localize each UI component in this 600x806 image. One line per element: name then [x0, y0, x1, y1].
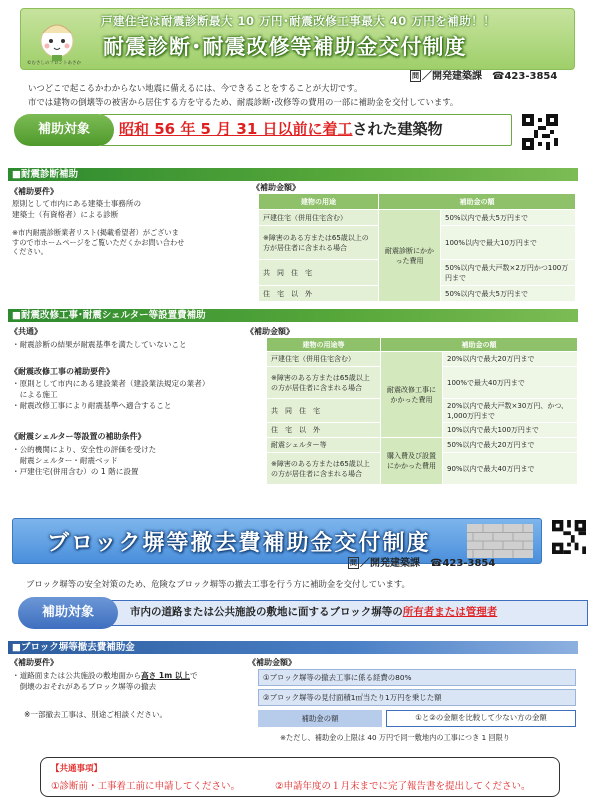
retrofit-table	[266, 337, 578, 485]
sec2-shelter-line: 耐震シェルター・耐震ベッド	[12, 456, 118, 465]
table-cell-use: 耐震シェルター等	[267, 438, 381, 453]
sec2-work-line: による施工	[12, 390, 58, 399]
sec1-req-text	[12, 198, 141, 220]
sec2-shelter-text	[12, 444, 156, 477]
contact-box: 問	[350, 559, 357, 567]
table-cell-amount: 20%以内で最大20万円まで	[443, 352, 578, 367]
sec3-req-line-a: ・道路面または公共施設の敷地面から	[12, 671, 142, 680]
block-footnote: ※ただし、補助金の上限は 40 万円で同一敷地内の工事につき 1 回限り	[280, 733, 510, 742]
banner-title: 耐震診断･耐震改修等補助金交付制度	[103, 35, 467, 59]
sec2-amt-head: 《補助金額》	[246, 327, 294, 336]
notice-head: 【共通事項】	[51, 764, 103, 774]
table-cell-use: 戸建住宅（併用住宅含む）	[267, 352, 381, 367]
table-cell-amount: 50%以内で最大戸数×2万円かつ100万円まで	[441, 260, 576, 286]
banner-subtitle: 戸建住宅は耐震診断最大 10 万円･耐震改修工事最大 40 万円を補助！！	[101, 14, 496, 28]
sec2-shelter-line: ・公的機関により、安全性の評価を受けた	[12, 445, 157, 454]
table-cell-amount: 10%以内で最大100万円まで	[443, 423, 578, 438]
notice-item-1: ①診断前・工事着工前に申請してください。	[51, 781, 241, 792]
sec2-shelter-head: 《耐震シェルター等設置の補助条件》	[10, 432, 146, 441]
table-cell-use: 住 宅 以 外	[259, 286, 379, 302]
sec1-note	[12, 228, 184, 257]
sec1-req-line: 原則として市内にある建築士事務所の	[12, 199, 142, 208]
common-notice	[40, 757, 560, 797]
earthquake-banner	[20, 8, 575, 70]
sec1-req-line: 建築士（有資格者）による診断	[12, 210, 119, 219]
table-cell-amount: 50%以内で最大5万円まで	[441, 210, 576, 226]
table-header: 補助金の額	[379, 194, 576, 210]
sec3-req-line-c: で	[189, 671, 198, 680]
table-header: 建物の用途	[259, 194, 379, 210]
sec1-amt-head: 《補助金額》	[252, 183, 300, 192]
sec3-req-line	[12, 670, 198, 681]
table-cell-use: ※障害のある方または65歳以上の方が居住者に含まれる場合	[267, 367, 381, 399]
sec3-req-height: 高さ 1m 以上	[141, 671, 190, 680]
table-cell-use: 住 宅 以 外	[267, 423, 381, 438]
sec1-note-line: すので市ホームページをご覧いただくかお問い合わせ	[12, 237, 185, 247]
contact-info-2	[348, 554, 495, 569]
contact-box: 問	[412, 72, 419, 80]
table-cell-amount: 100%で最大40万円まで	[443, 367, 578, 399]
intro-line-1: いつどこで起こるかわからない地震に備えるには、今できることをすることが大切です。	[28, 83, 363, 93]
qr-code-icon[interactable]	[522, 114, 558, 150]
target2-owner: 所有者または管理者	[402, 606, 498, 618]
table-cell-use: 共 同 住 宅	[259, 260, 379, 286]
section-block-bar: ■ブロック塀等撤去費補助金	[8, 641, 578, 654]
contact-tel: ☎423-3854	[430, 558, 496, 569]
target-box-2	[108, 600, 588, 626]
section-retrofit-bar: ■耐震改修工事･耐震シェルター等設置費補助	[8, 309, 578, 322]
target-rest: された建築物	[352, 120, 443, 138]
block-box: ①と②の金額を比較して少ない方の金額	[386, 710, 576, 727]
table-header: 建物の用途等	[267, 338, 381, 352]
table-cell-group: 購入費及び設置にかかった費用	[381, 438, 443, 485]
brick-wall-icon	[467, 524, 533, 558]
notice-item-2: ②申請年度の１月末までに完了報告書を提出してください。	[275, 781, 531, 792]
sec2-work-line: ・原則として市内にある建設業者（建設業法規定の業者）	[12, 379, 210, 388]
sec2-common-head: 《共通》	[10, 327, 42, 336]
intro2: ブロック塀等の安全対策のため、危険なブロック塀等の撤去工事を行う方に補助金を交付しています。	[26, 579, 410, 589]
table-cell-group: 耐震改修工事にかかった費用	[381, 352, 443, 438]
table-cell-use: 共 同 住 宅	[267, 399, 381, 423]
sec3-req-line: 倒壊のおそれがあるブロック塀等の撤去	[12, 682, 157, 691]
qr-code-icon[interactable]	[552, 520, 586, 554]
target-date: 昭和 56 年 5 月 31 日以前に着工	[119, 120, 353, 138]
contact-dept: ／開発建築課	[360, 558, 420, 569]
sec3-req-text	[12, 670, 198, 692]
block-row-2: ②ブロック塀等の見付面積1㎡当たり1万円を乗じた額	[258, 689, 576, 706]
section-diagnosis-bar: ■耐震診断補助	[8, 168, 578, 181]
mascot-icon	[33, 15, 81, 63]
target2-text: 市内の道路または公共施設の敷地に面するブロック塀等の	[130, 606, 403, 618]
contact-dept: ／開発建築課	[422, 71, 482, 82]
sec1-note-line: ください。	[12, 247, 48, 256]
table-cell-group: 耐震診断にかかった費用	[379, 210, 441, 302]
sec1-req-head: 《補助要件》	[10, 187, 58, 196]
table-cell-use: ※障害のある方または65歳以上の方が居住者に含まれる場合	[267, 453, 381, 485]
target-pill: 補助対象	[14, 114, 114, 146]
diagnosis-table	[258, 193, 576, 302]
table-cell-use: 戸建住宅（併用住宅含む）	[259, 210, 379, 226]
sec2-work-line: ・耐震改修工事により耐震基準へ適合すること	[12, 401, 172, 410]
contact-tel: ☎423-3854	[492, 71, 558, 82]
sec2-common-line: ・耐震診断の結果が耐震基準を満たしていないこと	[12, 340, 187, 349]
sec2-work-text	[12, 378, 209, 411]
table-cell-amount: 20%以内で最大戸数×30万円、かつ、1,000万円まで	[443, 399, 578, 423]
sec2-work-head: 《耐震改修工事の補助要件》	[10, 367, 114, 376]
target-box	[100, 114, 512, 146]
table-cell-amount: 100%以内で最大10万円まで	[441, 226, 576, 260]
intro-line-2: 市では建物の倒壊等の被害から居住する方を守るため、耐震診断･改修等の費用の一部に補助金を交付しています。	[28, 97, 459, 107]
table-cell-use: ※障害のある方または65歳以上の方が居住者に含まれる場合	[259, 226, 379, 260]
target-pill-2: 補助対象	[18, 597, 118, 629]
contact-info	[410, 67, 557, 82]
mascot-caption: ©むさしのフロントあさか	[27, 61, 81, 66]
table-header: 補助金の額	[381, 338, 578, 352]
sec3-note: ※一部撤去工事は、別途ご相談ください。	[24, 710, 168, 719]
banner2-title: ブロック塀等撤去費補助金交付制度	[47, 531, 431, 556]
block-head: 補助金の額	[258, 710, 382, 727]
table-cell-amount: 90%以内で最大40万円まで	[443, 453, 578, 485]
sec3-amt-head: 《補助金額》	[248, 658, 296, 667]
table-cell-amount: 50%以内で最大20万円まで	[443, 438, 578, 453]
sec1-note-line: ※市内耐震診断業者リスト(掲載希望者）がございま	[12, 228, 179, 237]
sec2-shelter-line: ・戸建住宅(併用含む）の 1 階に設置	[12, 467, 139, 476]
block-row-1: ①ブロック塀等の撤去工事に係る経費の80%	[258, 669, 576, 686]
table-cell-amount: 50%以内で最大5万円まで	[441, 286, 576, 302]
sec3-req-head: 《補助要件》	[10, 658, 58, 667]
